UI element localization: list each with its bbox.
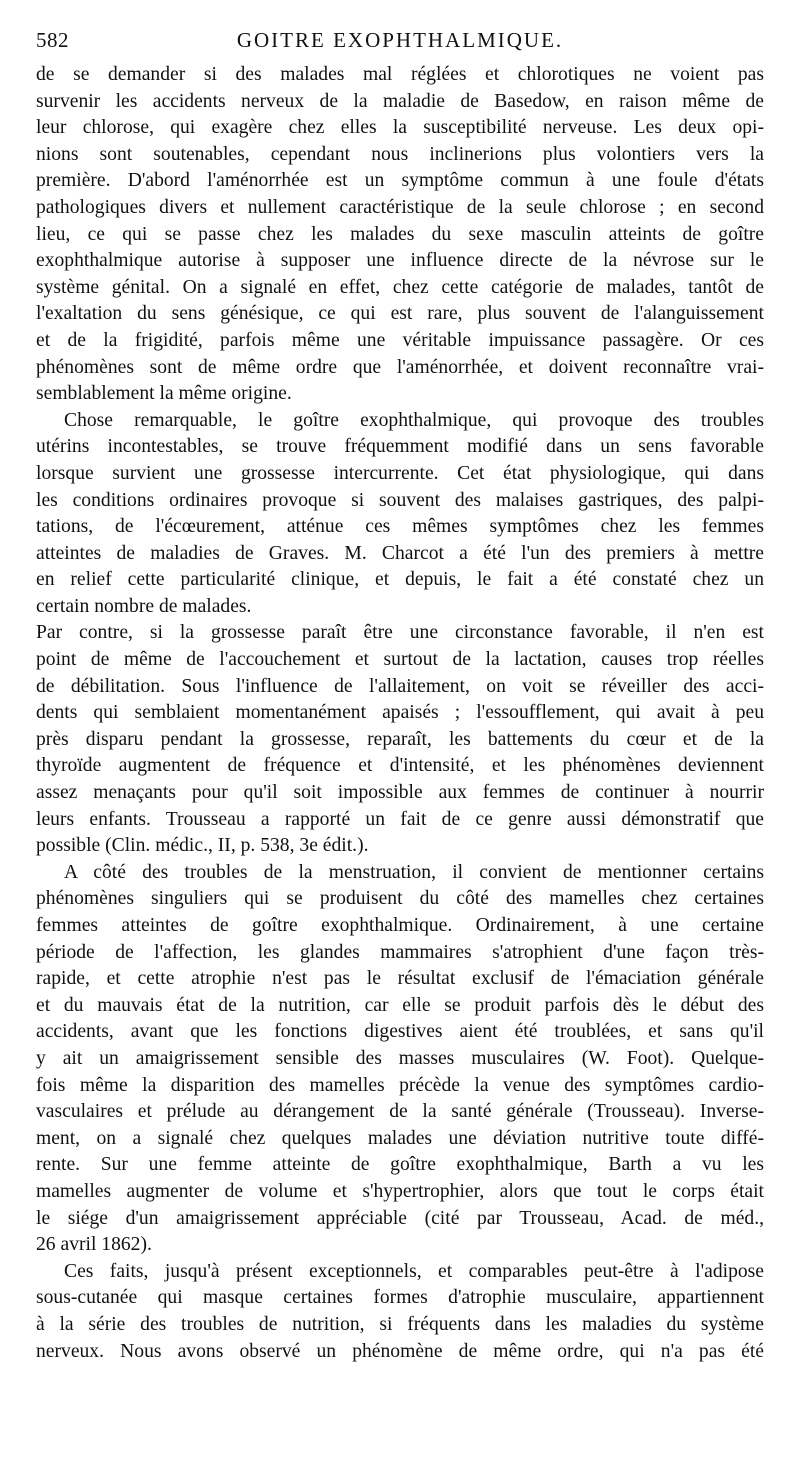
text-line: y ait un amaigrissement sensible des masses musculaires (W. Foot). Quelque-: [36, 1047, 764, 1069]
text-line: thyroïde augmentent de fréquence et d'intensité, et les phénomènes deviennent: [36, 755, 764, 777]
running-head: [36, 28, 764, 62]
text-line: leur chlorose, qui exagère chez elles la susceptibilité nerveuse. Les deux opi-: [36, 117, 764, 139]
text-line: en relief cette particularité clinique, et depuis, le fait a été constaté chez un: [36, 569, 764, 591]
running-title: GOITRE EXOPHTHALMIQUE.: [236, 28, 564, 52]
text-line: atteintes de maladies de Graves. M. Charcot a été l'un des premiers à mettre: [36, 542, 764, 564]
text-line: certain nombre de malades.: [36, 595, 252, 617]
text-line: le siége d'un amaigrissement appréciable (cité par Trousseau, Acad. de méd.,: [36, 1207, 764, 1229]
text-line: et de la frigidité, parfois même une véritable impuissance passagère. Or ces: [36, 329, 764, 351]
text-line: semblablement la même origine.: [36, 383, 292, 405]
text-line: Ces faits, jusqu'à présent exceptionnels, et comparables peut-être à l'adipose: [64, 1260, 764, 1282]
text-line: point de même de l'accouchement et surtout de la lactation, causes trop réelles: [36, 649, 764, 671]
body-text: [36, 62, 764, 1365]
text-line: Par contre, si la grossesse paraît être une circonstance favorable, il n'en est: [36, 622, 764, 644]
text-line: nerveux. Nous avons observé un phénomène de même ordre, qui n'a pas été: [36, 1340, 764, 1362]
text-line: première. D'abord l'aménorrhée est un symptôme commun à une foule d'états: [36, 170, 764, 192]
text-line: les conditions ordinaires provoque si souvent des malaises gastriques, des palpi-: [36, 489, 764, 511]
text-line: rente. Sur une femme atteinte de goître exophthalmique, Barth a vu les: [36, 1154, 764, 1176]
text-line: utérins incontestables, se trouve fréquemment modifié dans un sens favorable: [36, 436, 764, 458]
text-line: lieu, ce qui se passe chez les malades du sexe masculin atteints de goître: [36, 223, 764, 245]
text-line: dents qui semblaient momentanément apaisés ; l'essoufflement, qui avait à peu: [36, 702, 764, 724]
text-line: phénomènes sont de même ordre que l'aménorrhée, et doivent reconnaître vrai-: [36, 356, 764, 378]
text-line: exophthalmique autorise à supposer une influence directe de la névrose sur le: [36, 250, 764, 272]
text-line: fois même la disparition des mamelles précède la venue des symptômes cardio-: [36, 1074, 764, 1096]
text-line: ment, on a signalé chez quelques malades une déviation nutritive toute diffé-: [36, 1127, 764, 1149]
text-line: possible (Clin. médic., II, p. 538, 3e édit.).: [36, 835, 369, 857]
text-line: près disparu pendant la grossesse, reparaît, les battements du cœur et de la: [36, 728, 764, 750]
text-line: femmes atteintes de goître exophthalmique. Ordinairement, à une certaine: [36, 915, 764, 936]
text-line: période de l'affection, les glandes mammaires s'atrophient d'une façon très-: [36, 941, 764, 963]
text-line: nions sont soutenables, cependant nous inclinerions plus volontiers vers la: [36, 143, 764, 165]
text-line: pathologiques divers et nullement caractéristique de la seule chlorose ; en second: [36, 196, 764, 218]
text-line: tations, de l'écœurement, atténue ces mêmes symptômes chez les femmes: [36, 516, 764, 538]
text-line: vasculaires et prélude au dérangement de la santé générale (Trousseau). Inverse-: [36, 1101, 764, 1123]
text-line: l'exaltation du sens génésique, ce qui est rare, plus souvent de l'alanguissement: [36, 303, 764, 325]
text-line: de se demander si des malades mal réglées et chlorotiques ne voient pas: [36, 64, 764, 85]
text-line: A côté des troubles de la menstruation, il convient de mentionner certains: [64, 861, 764, 883]
text-line: système génital. On a signalé en effet, chez cette catégorie de malades, tantôt de: [36, 276, 764, 298]
text-line: survenir les accidents nerveux de la maladie de Basedow, en raison même de: [36, 90, 764, 112]
text-line: assez menaçants pour qu'il soit impossible aux femmes de continuer à nourrir: [36, 782, 764, 804]
text-line: et du mauvais état de la nutrition, car elle se produit parfois dès le début des: [36, 994, 764, 1016]
text-line: à la série des troubles de nutrition, si fréquents dans les maladies du système: [36, 1313, 764, 1335]
text-line: Chose remarquable, le goître exophthalmique, qui provoque des troubles: [64, 409, 764, 431]
page-number: 582: [36, 28, 69, 52]
text-line: 26 avril 1862).: [36, 1234, 152, 1256]
text-line: accidents, avant que les fonctions digestives aient été troublées, et sans qu'il: [36, 1021, 764, 1043]
text-line: leurs enfants. Trousseau a rapporté un fait de ce genre aussi démonstratif que: [36, 808, 764, 830]
text-line: rapide, et cette atrophie n'est pas le résultat exclusif de l'émaciation générale: [36, 968, 764, 990]
text-line: mamelles augmenter de volume et s'hypertrophier, alors que tout le corps était: [36, 1180, 764, 1202]
text-line: sous-cutanée qui masque certaines formes d'atrophie musculaire, appartiennent: [36, 1287, 764, 1309]
text-line: lorsque survient une grossesse intercurrente. Cet état physiologique, qui dans: [36, 462, 764, 484]
text-line: de débilitation. Sous l'influence de l'allaitement, on voit se réveiller des acci-: [36, 675, 764, 697]
text-line: phénomènes singuliers qui se produisent du côté des mamelles chez certaines: [36, 888, 764, 910]
